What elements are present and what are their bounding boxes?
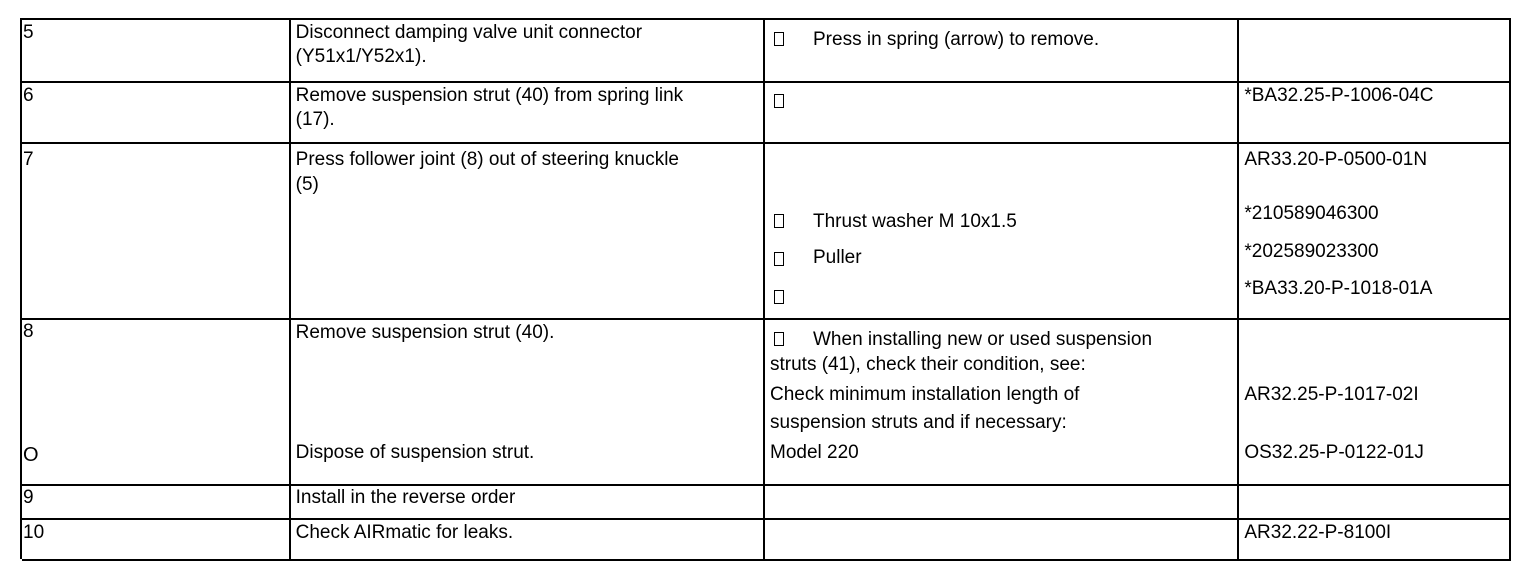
action-cell (291, 486, 765, 518)
ref-cell (1239, 144, 1511, 318)
reference-code: *BA32.25-P-1006-04C (1244, 85, 1434, 106)
checkbox-icon (774, 32, 784, 46)
note-text: struts (41), check their condition, see: (770, 354, 1086, 375)
note-cell (765, 20, 1239, 81)
note-cell (765, 83, 1239, 142)
table-row (22, 320, 1511, 486)
step-cell (22, 486, 291, 518)
step-cell (22, 320, 291, 484)
action-text: Remove suspension strut (40). (295, 322, 555, 343)
step-number: 10 (23, 522, 45, 543)
ref-cell (1239, 83, 1511, 142)
note-text: Press in spring (arrow) to remove. (813, 29, 1100, 50)
table-row (22, 144, 1511, 320)
step-number: 9 (23, 487, 34, 508)
checkbox-icon (774, 252, 784, 266)
reference-code: AR32.25-P-1017-02I (1244, 384, 1419, 405)
action-text: (17). (295, 109, 335, 130)
action-cell (291, 83, 765, 142)
step-number: 5 (23, 22, 34, 43)
action-cell (291, 320, 765, 484)
step-cell (22, 20, 291, 81)
note-cell (765, 486, 1239, 518)
sub-action-text: Dispose of suspension strut. (295, 442, 535, 463)
reference-code: AR32.22-P-8100I (1244, 522, 1392, 543)
action-cell (291, 20, 765, 81)
action-text: (Y51x1/Y52x1). (295, 46, 427, 67)
checkbox-icon (774, 290, 784, 304)
action-text: Disconnect damping valve unit connector (295, 22, 643, 43)
step-cell (22, 144, 291, 318)
reference-code: *202589023300 (1244, 241, 1379, 262)
step-cell (22, 83, 291, 142)
checkbox-icon (774, 94, 784, 108)
step-number: 8 (23, 321, 34, 342)
note-text: When installing new or used suspension (813, 329, 1153, 350)
note-cell (765, 320, 1239, 484)
reference-code: *BA33.20-P-1018-01A (1244, 278, 1433, 299)
action-text: (5) (295, 174, 319, 195)
checkbox-icon (774, 214, 784, 228)
step-number: 7 (23, 149, 34, 170)
ref-cell (1239, 20, 1511, 81)
action-text: Press follower joint (8) out of steering knuckle (295, 149, 679, 170)
table-row (22, 83, 1511, 144)
checkbox-icon (774, 332, 784, 346)
table-row (22, 520, 1511, 561)
reference-code: OS32.25-P-0122-01J (1244, 442, 1424, 463)
table-row (22, 486, 1511, 520)
action-text: Remove suspension strut (40) from spring link (295, 85, 684, 106)
ref-cell (1239, 486, 1511, 518)
ref-cell (1239, 520, 1511, 559)
ref-cell (1239, 320, 1511, 484)
check-text: Check minimum installation length of (770, 384, 1080, 405)
tool-label: Puller (813, 247, 862, 268)
note-cell (765, 144, 1239, 318)
tool-label: Thrust washer M 10x1.5 (813, 211, 1017, 232)
step-number: 6 (23, 85, 34, 106)
note-cell (765, 520, 1239, 559)
action-text: Check AIRmatic for leaks. (295, 522, 514, 543)
reference-code: *210589046300 (1244, 203, 1379, 224)
action-text: Install in the reverse order (295, 487, 516, 508)
procedure-table (20, 18, 1511, 559)
table-row (22, 20, 1511, 83)
sub-step-marker: O (23, 444, 39, 466)
action-cell (291, 144, 765, 318)
model-text: Model 220 (770, 442, 859, 463)
check-text: suspension struts and if necessary: (770, 412, 1067, 433)
step-cell (22, 520, 291, 559)
action-cell (291, 520, 765, 559)
reference-code: AR33.20-P-0500-01N (1244, 149, 1428, 170)
